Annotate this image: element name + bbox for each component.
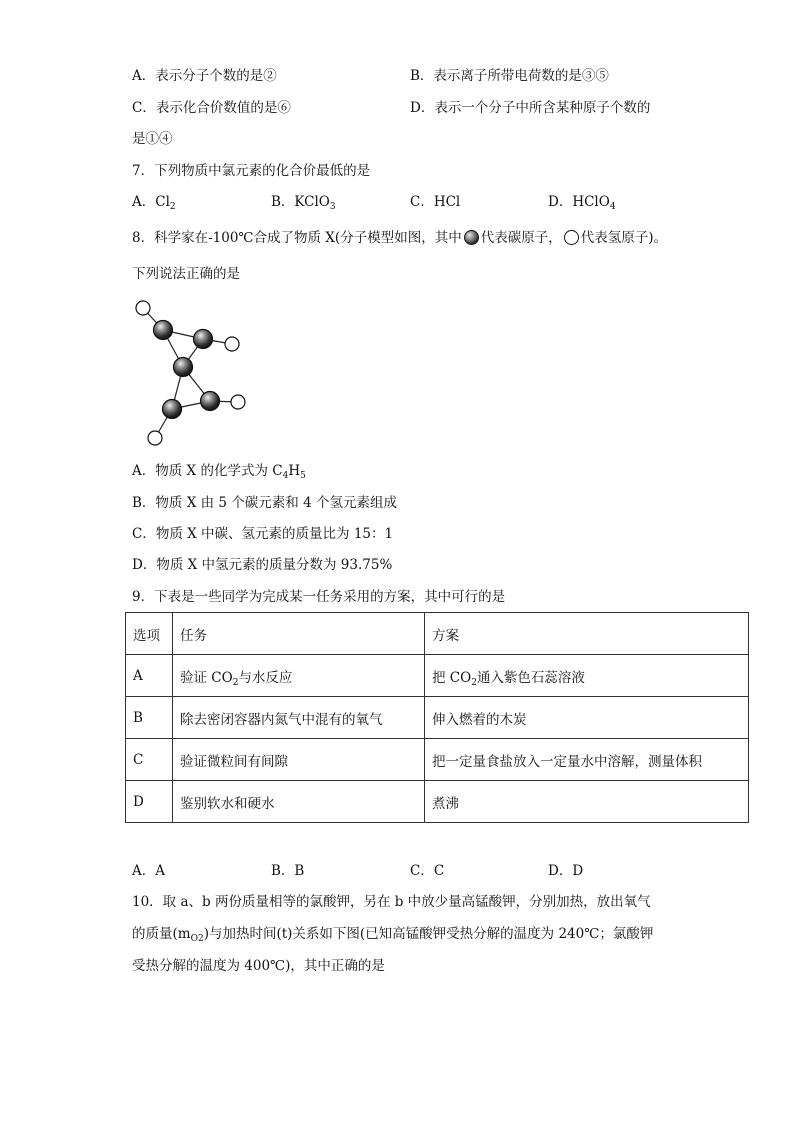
table-cell-plan: 煮沸 <box>425 781 749 823</box>
carbon-atom <box>154 321 173 340</box>
q7-option-b: B．KClO$_3$ <box>271 194 336 212</box>
table-header-cell: 任务 <box>173 613 425 655</box>
options-table <box>125 612 749 823</box>
table-cell-option: B <box>126 697 173 739</box>
table-row <box>126 655 749 697</box>
hydrogen-atom-icon <box>564 230 579 245</box>
table-header-row <box>126 613 749 655</box>
q8-option-a: A．物质 X 的化学式为 $C_4H_5$ <box>132 463 306 481</box>
q9-option-a: A．A <box>132 863 165 879</box>
table-cell-task: 验证 $CO_2$与水反应 <box>173 655 425 697</box>
q6-option-d: D．表示一个分子中所含某种原子个数的 <box>410 100 651 116</box>
q9-option-b: B．B <box>271 863 305 879</box>
q10-stem-line1: 10．取 a、b 两份质量相等的氯酸钾，另在 b 中放少量高锰酸钾，分别加热，放出氧气 <box>132 894 651 910</box>
q10-stem-line3: 受热分解的温度为 400℃)，其中正确的是 <box>132 958 385 974</box>
table-cell-option: C <box>126 739 173 781</box>
table-cell-option: D <box>126 781 173 823</box>
q6-option-b: B．表示离子所带电荷数的是③⑤ <box>410 68 609 84</box>
q6-option-c: C．表示化合价数值的是⑥ <box>132 100 291 116</box>
carbon-atom <box>163 400 182 419</box>
q6-option-a: A．表示分子个数的是② <box>132 68 277 84</box>
hydrogen-atom <box>148 431 162 445</box>
q8-stem: 8．科学家在-100℃合成了物质 X(分子模型如图，其中 代表碳原子， 代表氢原子)。 <box>132 230 667 246</box>
carbon-atom <box>201 392 220 411</box>
hydrogen-atom <box>225 337 239 351</box>
q7-option-c: C．HCl <box>410 194 461 210</box>
molecule-model-diagram <box>125 292 255 452</box>
q9-option-c: C．C <box>410 863 445 879</box>
q10-stem-line2: 的质量$(m_{O2})$与加热时间(t)关系如下图(已知高锰酸钾受热分解的温度为 240℃；氯酸钾 <box>132 926 654 944</box>
q9-option-d: D．D <box>548 863 584 879</box>
table-cell-task: 验证微粒间有间隙 <box>173 739 425 781</box>
table-header-cell: 方案 <box>425 613 749 655</box>
carbon-atom <box>194 330 213 349</box>
hydrogen-atom <box>136 301 150 315</box>
q8-option-c: C．物质 X 中碳、氢元素的质量比为 15：1 <box>132 526 394 542</box>
q6-option-d-continued: 是①④ <box>132 131 173 147</box>
q9-stem: 9．下表是一些同学为完成某一任务采用的方案，其中可行的是 <box>132 589 506 605</box>
carbon-atom <box>174 358 193 377</box>
table-cell-task: 除去密闭容器内氮气中混有的氧气 <box>173 697 425 739</box>
hydrogen-atom <box>231 395 245 409</box>
table-row <box>126 739 749 781</box>
table-cell-option: A <box>126 655 173 697</box>
table-cell-plan: 把一定量食盐放入一定量水中溶解，测量体积 <box>425 739 749 781</box>
q7-option-d: D．HClO$_4$ <box>548 194 616 212</box>
q8-stem-line2: 下列说法正确的是 <box>132 266 240 282</box>
table-header-cell: 选项 <box>126 613 173 655</box>
q7-option-a: A．$Cl_2$ <box>132 194 176 212</box>
carbon-atom-icon <box>464 230 479 245</box>
q8-option-b: B．物质 X 由 5 个碳元素和 4 个氢元素组成 <box>132 495 397 511</box>
table-cell-plan: 伸入燃着的木炭 <box>425 697 749 739</box>
q7-stem: 7．下列物质中氯元素的化合价最低的是 <box>132 163 371 179</box>
table-row <box>126 781 749 823</box>
q8-option-d: D．物质 X 中氢元素的质量分数为 93.75% <box>132 557 393 573</box>
table-cell-plan: 把 $CO_2$通入紫色石蕊溶液 <box>425 655 749 697</box>
table-row <box>126 697 749 739</box>
table-cell-task: 鉴别软水和硬水 <box>173 781 425 823</box>
